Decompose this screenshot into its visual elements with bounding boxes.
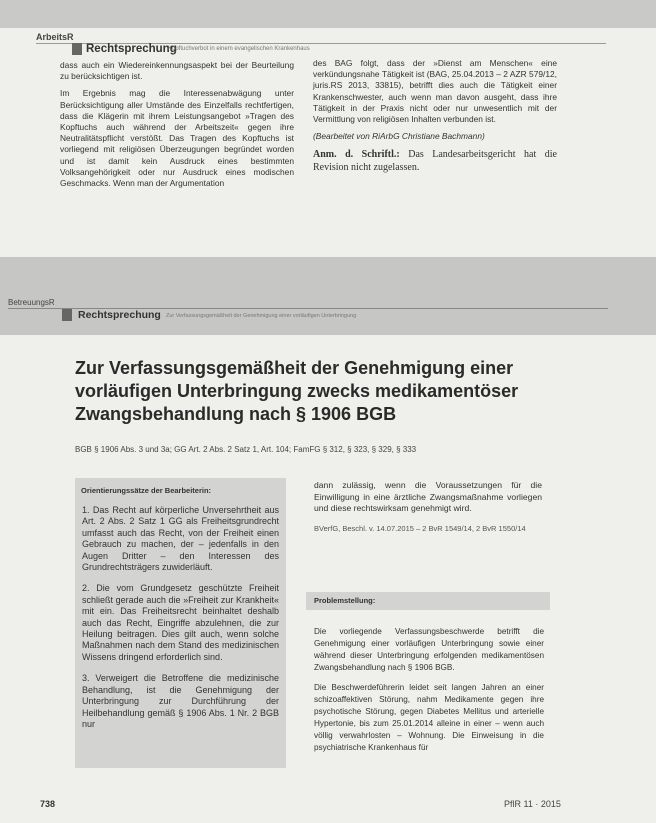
top-scan-band	[0, 0, 656, 28]
orientation-heading: Orientierungssätze der Bearbeiterin:	[81, 486, 212, 495]
court-citation: BVerfG, Beschl. v. 14.07.2015 – 2 BvR 1549/14, 2 BvR 1550/14	[314, 523, 526, 533]
top-right-column	[313, 58, 557, 180]
continuation-text: dann zulässig, wenn die Voraussetzungen für die Einwilligung in eine ärztliche Zwangsmaßnahme vorliegen und diese rechtswirksam genehmigt wird.	[314, 480, 542, 513]
section-label: BetreuungsR	[8, 298, 55, 307]
paragraph: Die Beschwerdeführerin leidet seit langen Jahren an einer schizoaffektiven Störung, nahm Medikamente gegen ihre psychotische Störung, gegen Diabetes Mellitus und arterielle Hypertonie, bis zum 25.01.2014 alleine in einer – wenn auch völlig verwahrlosten – Wohnung. Die Einweisung in die psychiatrische Krankenhaus für	[314, 683, 544, 752]
section-band	[0, 257, 656, 335]
problem-text	[314, 626, 544, 762]
orientation-item: 2. Die vom Grundgesetz geschützte Freiheit schließt gerade auch die »Freiheit zur Krankheit« mit ein. Das Freiheitsrecht beinhaltet deshalb auch das Recht, Eingriffe abzulehnen, die zur Heilung beitragen. Dies gilt auch, wenn solche Maßnahmen nach dem Stand des medizinischen Wissens dringend erforderlich sind.	[82, 583, 279, 662]
orientation-box	[75, 478, 286, 768]
top-left-column	[60, 60, 294, 195]
journal-footer: PflR 11 · 2015	[504, 799, 561, 809]
header-title: Rechtsprechung	[86, 43, 177, 55]
page-number: 738	[40, 799, 56, 809]
problem-heading: Problemstellung:	[314, 596, 376, 605]
orientation-item: 3. Verweigert die Betroffene die medizinische Behandlung, ist die Genehmigung der Unterbringung zur Durchführung der Heilbehandlung gemäß § 1906 Abs. 1 Nr. 2 BGB nur	[82, 673, 279, 729]
section-label: ArbeitsR	[36, 32, 74, 42]
paragraph: dass auch ein Wiedereinkennungsaspekt bei der Beurteilung zu berücksichtigen ist.	[60, 60, 294, 82]
paragraph: Im Ergebnis mag die Interessenabwägung unter Berücksichtigung aller Umstände des Einzelfalls rechtfertigen, dass die Klägerin mit ihrem Leistungsangebot »Tragen des Kopftuchs auch während der Arbeitszeit« gegen ihre Neutralitätspflicht verstößt. Das Tragen des Kopftuchs ist vorliegend mit religiösen Überzeugungen begründet worden und ist damit kein Ausdruck eines bestimmten Volksangehörigkeit oder nur Ausdruck eines modischen Geschmacks. Wenn man der Argumentation	[60, 88, 294, 189]
right-continuation	[306, 478, 550, 534]
statute-citation: BGB § 1906 Abs. 3 und 3a; GG Art. 2 Abs. 2 Satz 1, Art. 104; FamFG § 312, § 323, § 329, § 333	[75, 445, 417, 454]
section-subtitle: Zur Verfassungsgemäßheit der Genehmigung einer vorläufigen Unterbringung	[166, 313, 357, 319]
header-marker	[72, 43, 82, 55]
article-title: Zur Verfassungsgemäßheit der Genehmigung einer vorläufigen Unterbringung zwecks medikamentöser Zwangsbehandlung nach § 1906 BGB	[75, 358, 519, 424]
section-marker	[62, 309, 72, 321]
note-label: Anm. d. Schriftl.:	[313, 149, 400, 161]
paragraph: Die vorliegende Verfassungsbeschwerde betrifft die Genehmigung einer vorläufigen Unterbringung sowie einer während dieser Unterbringung erfolgenden medikamentösen Zwangsbehandlung nach § 1906 BGB.	[314, 627, 544, 672]
editor-note	[313, 148, 557, 174]
section-title: Rechtsprechung	[78, 309, 161, 321]
header-subtitle: Kopftuchverbot in einem evangelischen Krankenhaus	[168, 46, 310, 52]
note-text: Das Landesarbeitsgericht hat die Revision nicht zugelassen.	[313, 149, 557, 174]
orientation-item: 1. Das Recht auf körperliche Unversehrtheit aus Art. 2 Abs. 2 Satz 1 GG als Freiheitsgrundrecht umfasst auch das Recht, von der Freiheit einen Gebrauch zu machen, der – jedenfalls in den Augen Dritter – den Interessen des Grundrechtsträgers zuwiderläuft.	[82, 505, 279, 573]
problem-heading-box	[306, 592, 550, 610]
paragraph: des BAG folgt, dass der »Dienst am Menschen« eine verkündungsnahe Tätigkeit ist (BAG, 25.04.2013 – 2 AZR 579/12, juris.RS 2013, 33815), betrifft dies auch die Tätigkeit einer Krankenschwester, auch wenn man davon ausgeht, dass ihre Tätigkeit in der Praxis nicht oder nur unwesentlich mit der Vermittlung von religiösen Inhalten verbunden ist.	[313, 58, 557, 125]
editor-credit: (Bearbeitet von RiArbG Christiane Bachmann)	[313, 131, 485, 142]
